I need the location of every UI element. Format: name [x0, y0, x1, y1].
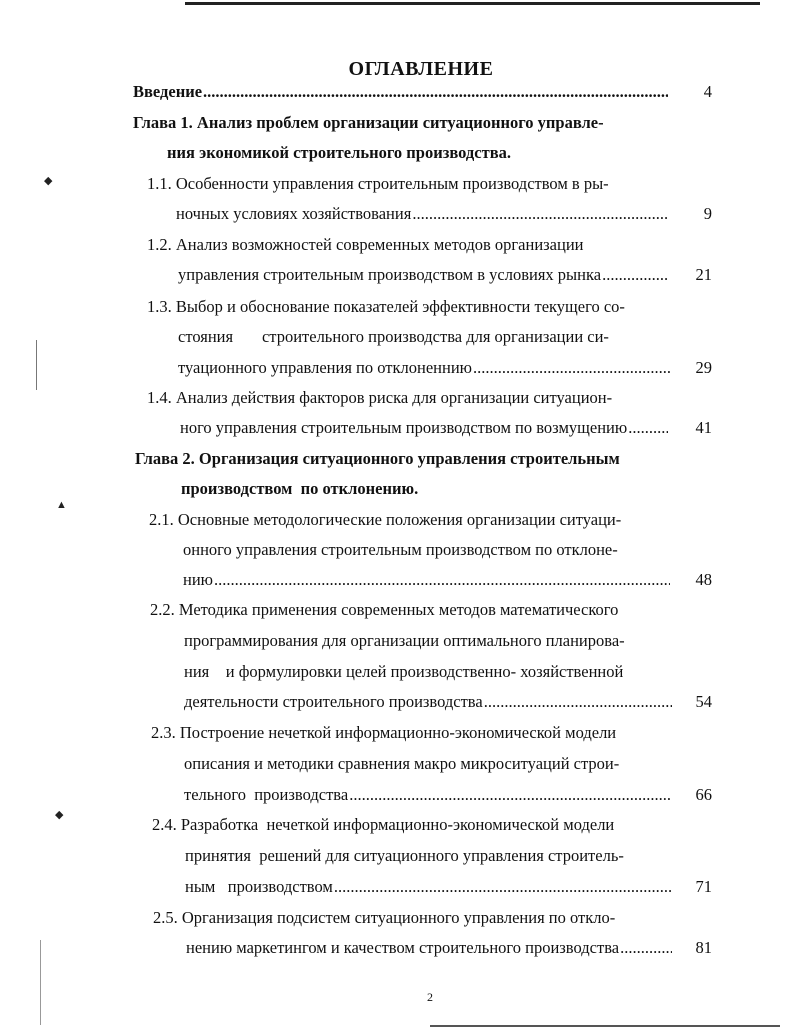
toc-entry-text: 1.2. Анализ возможностей современных методов организации [147, 235, 584, 254]
toc-entry-text: деятельности строительного производства [184, 692, 483, 711]
toc-entry-text: ночных условиях хозяйствования [176, 204, 412, 223]
scan-border-top [185, 2, 760, 5]
toc-entry-text: производством по отклонению. [181, 479, 419, 498]
dot-leader [349, 783, 672, 807]
toc-entry-text: 2.3. Построение нечеткой информационно-экономической модели [151, 723, 617, 742]
toc-entry-line [133, 80, 668, 104]
toc-entry-line [184, 660, 623, 684]
toc-page-number: 4 [703, 82, 712, 101]
toc-entry-text: ным производством [185, 877, 333, 896]
toc-entry-text: 1.3. Выбор и обоснование показателей эффективности текущего со- [147, 297, 625, 316]
toc-entry-line [153, 906, 615, 930]
toc-entry-text: 2.2. Методика применения современных методов математического [150, 600, 619, 619]
toc-entry-line [135, 447, 620, 471]
toc-entry-line [183, 568, 670, 592]
toc-entry-text: Глава 2. Организация ситуационного управления строительным [135, 449, 620, 468]
dot-leader [334, 875, 672, 899]
toc-page-number: 54 [695, 692, 712, 711]
scan-speck: ▲ [56, 499, 67, 511]
scan-mark [36, 340, 37, 390]
page-number: 2 [427, 990, 433, 1004]
toc-page-number: 81 [695, 938, 712, 957]
toc-entry-text: 2.1. Основные методологические положения организации ситуаци- [149, 510, 622, 529]
toc-entry-text: Глава 1. Анализ проблем организации ситуационного управле- [133, 113, 604, 132]
toc-entry-line [184, 783, 672, 807]
toc-entry-line [181, 477, 418, 501]
toc-title: ОГЛАВЛЕНИЕ [348, 58, 494, 80]
toc-entry-text: нию [183, 570, 213, 589]
scan-mark [40, 940, 41, 1025]
toc-entry-text: программирования для организации оптимального планирова- [184, 631, 625, 650]
toc-entry-text: ного управления строительным производством по возмущению [180, 418, 628, 437]
dot-leader [412, 202, 668, 226]
dot-leader [473, 356, 670, 380]
dot-leader [602, 263, 668, 287]
toc-entry-text: принятия решений для ситуационного управления строитель- [185, 846, 624, 865]
toc-entry-text: 2.5. Организация подсистем ситуационного управления по откло- [153, 908, 616, 927]
toc-page-number: 9 [703, 204, 712, 223]
toc-page-number: 66 [695, 785, 712, 804]
dot-leader [203, 80, 668, 104]
toc-entry-line [147, 233, 584, 257]
toc-entry-line [186, 936, 672, 960]
toc-page-number: 71 [695, 877, 712, 896]
dot-leader [628, 416, 668, 440]
toc-entry-text: Введение [133, 82, 203, 101]
toc-entry-line [184, 752, 619, 776]
toc-entry-line [178, 263, 668, 287]
toc-entry-text: ния и формулировки целей производственно- хозяйственной [184, 662, 624, 681]
toc-entry-text: описания и методики сравнения макро микроситуаций строи- [184, 754, 620, 773]
toc-entry-line [180, 416, 668, 440]
toc-entry-line [151, 721, 616, 745]
dot-leader [620, 936, 672, 960]
toc-entry-text: управления строительным производством в условиях рынка [178, 265, 602, 284]
toc-entry-text: стояния строительного производства для организации си- [178, 327, 609, 346]
toc-entry-text: 1.4. Анализ действия факторов риска для организации ситуацион- [147, 388, 613, 407]
scan-speck: ◆ [55, 809, 64, 821]
toc-entry-text: ния экономикой строительного производства. [167, 143, 511, 162]
toc-entry-line [149, 508, 621, 532]
toc-entry-line [152, 813, 614, 837]
toc-entry-line [183, 538, 618, 562]
toc-entry-line [150, 598, 618, 622]
toc-entry-text: онного управления строительным производством по отклоне- [183, 540, 618, 559]
toc-entry-line [147, 172, 609, 196]
toc-entry-text: нению маркетингом и качеством строительного производства [186, 938, 620, 957]
toc-entry-line [184, 690, 672, 714]
toc-entry-line [147, 386, 612, 410]
toc-page-number: 29 [695, 358, 712, 377]
scan-speck: ◆ [44, 175, 53, 187]
dot-leader [484, 690, 672, 714]
toc-entry-text: 1.1. Особенности управления строительным производством в ры- [147, 174, 609, 193]
toc-page-number: 21 [695, 265, 712, 284]
toc-page-number: 41 [695, 418, 712, 437]
toc-page-number: 48 [695, 570, 712, 589]
toc-entry-line [184, 629, 625, 653]
toc-entry-text: туационного управления по отклоненнию [178, 358, 472, 377]
toc-entry-line [176, 202, 668, 226]
scan-border-bottom [430, 1025, 780, 1027]
dot-leader [214, 568, 670, 592]
toc-entry-text: 2.4. Разработка нечеткой информационно-экономической модели [152, 815, 615, 834]
toc-entry-line [178, 325, 609, 349]
toc-entry-line [185, 875, 672, 899]
toc-entry-line [167, 141, 511, 165]
toc-entry-line [147, 295, 625, 319]
toc-entry-line [133, 111, 604, 135]
toc-entry-line [185, 844, 624, 868]
toc-entry-line [178, 356, 670, 380]
toc-entry-text: тельного производства [184, 785, 349, 804]
